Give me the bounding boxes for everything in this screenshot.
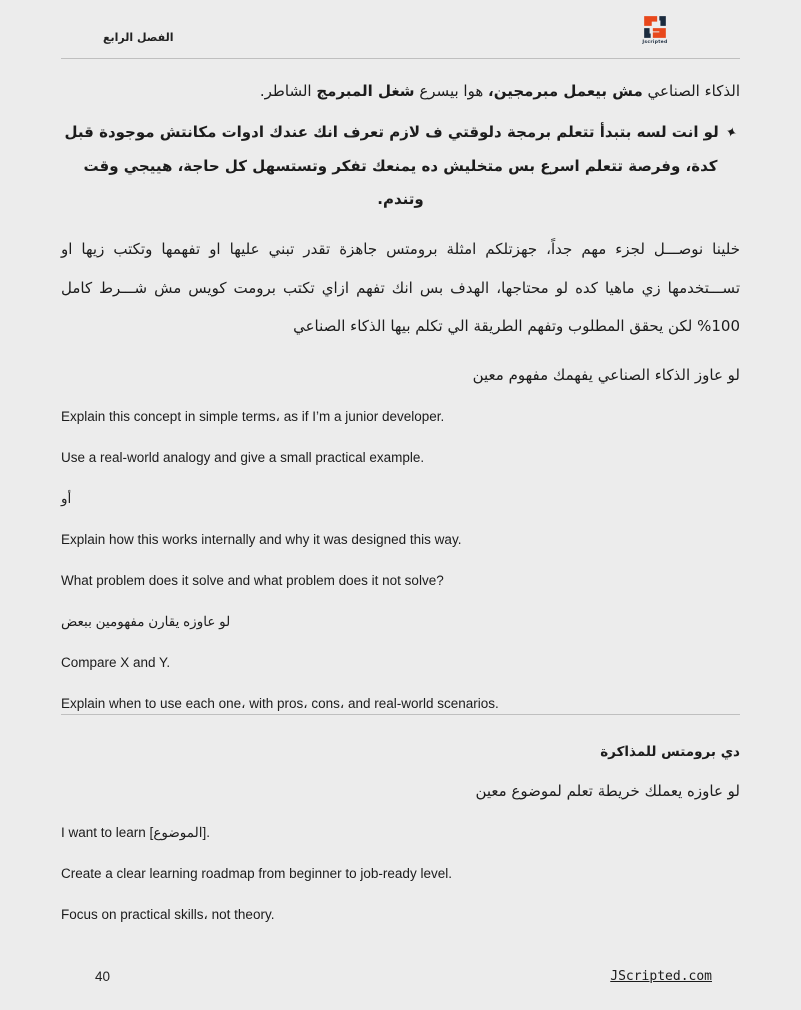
prompt-line: I want to learn [الموضوع]. (61, 824, 210, 840)
chapter-label: الفصل الرابع (103, 31, 174, 44)
main-heading (61, 79, 740, 103)
prompt-label-compare: لو عاوزه يقارن مفهومين ببعض (61, 613, 231, 629)
tip-text: لو انت لسه بتبدأ تتعلم برمجة دلوقتي ف لازم تعرف انك عندك ادوات مكانتش موجودة قبل كدة، وفرصة تتعلم اسرع بس متخليش ده يمنعك تفكر وتستسهل كل حاجة، هييجي وقت وتندم. (64, 123, 719, 208)
intro-paragraph: خلينا نوصـــل لجزء مهم جداً، جهزتلكم امثلة برومتس جاهزة تقدر تبني عليها او تفهمها وتكتب زيها او تســـتخدمها زي ماهيا كده لو محتاجها، الهدف بس انك تفهم ازاي تكتب برومت كويس مش شـــرط كامل 100% لكن يحقق المطلوب وتفهم الطريقة الي تكلم بيها الذكاء الصناعي (61, 240, 740, 335)
prompt-line: Explain this concept in simple terms، as if I’m a junior developer. (61, 408, 445, 424)
document-footer (61, 969, 740, 984)
brand-logo (640, 14, 670, 46)
section-divider (61, 714, 740, 715)
prompt-line: Compare X and Y. (61, 654, 171, 670)
section-heading-study: دي برومتس للمذاكرة (600, 743, 740, 760)
tip-paragraph (61, 116, 740, 216)
document-header (61, 0, 740, 58)
prompt-line: Explain how this works internally and why it was designed this way. (61, 531, 462, 547)
or-separator: أو (61, 490, 72, 506)
prompt-line: What problem does it solve and what problem does it not solve? (61, 572, 444, 588)
heading-segment: الذكاء الصناعي (642, 82, 740, 100)
heading-segment: هوا بيسرع (414, 82, 489, 100)
logo-caption: Jscripted (642, 40, 668, 45)
prompt-label-roadmap: لو عاوزه يعملك خريطة تعلم لموضوع معين (475, 781, 740, 800)
site-link[interactable]: JScripted.com (610, 969, 712, 984)
prompt-label-understand: لو عاوز الذكاء الصناعي يفهمك مفهوم معين (472, 365, 740, 384)
prompt-line: Create a clear learning roadmap from beginner to job-ready level. (61, 865, 452, 881)
sparkle-star-icon: ✦ (722, 123, 739, 143)
heading-segment-bold: شغل المبرمج (316, 82, 415, 100)
prompt-line: Focus on practical skills، not theory. (61, 906, 275, 922)
prompt-line: Explain when to use each one، with pros، cons، and real-world scenarios. (61, 695, 499, 711)
heading-segment: الشاطر. (259, 82, 317, 100)
prompt-line: Use a real-world analogy and give a small practical example. (61, 449, 425, 465)
heading-segment-bold: مش بيعمل مبرمجين، (488, 82, 643, 100)
page-number: 40 (95, 969, 111, 984)
header-divider (61, 58, 740, 59)
jscripted-logo-icon (640, 14, 670, 40)
